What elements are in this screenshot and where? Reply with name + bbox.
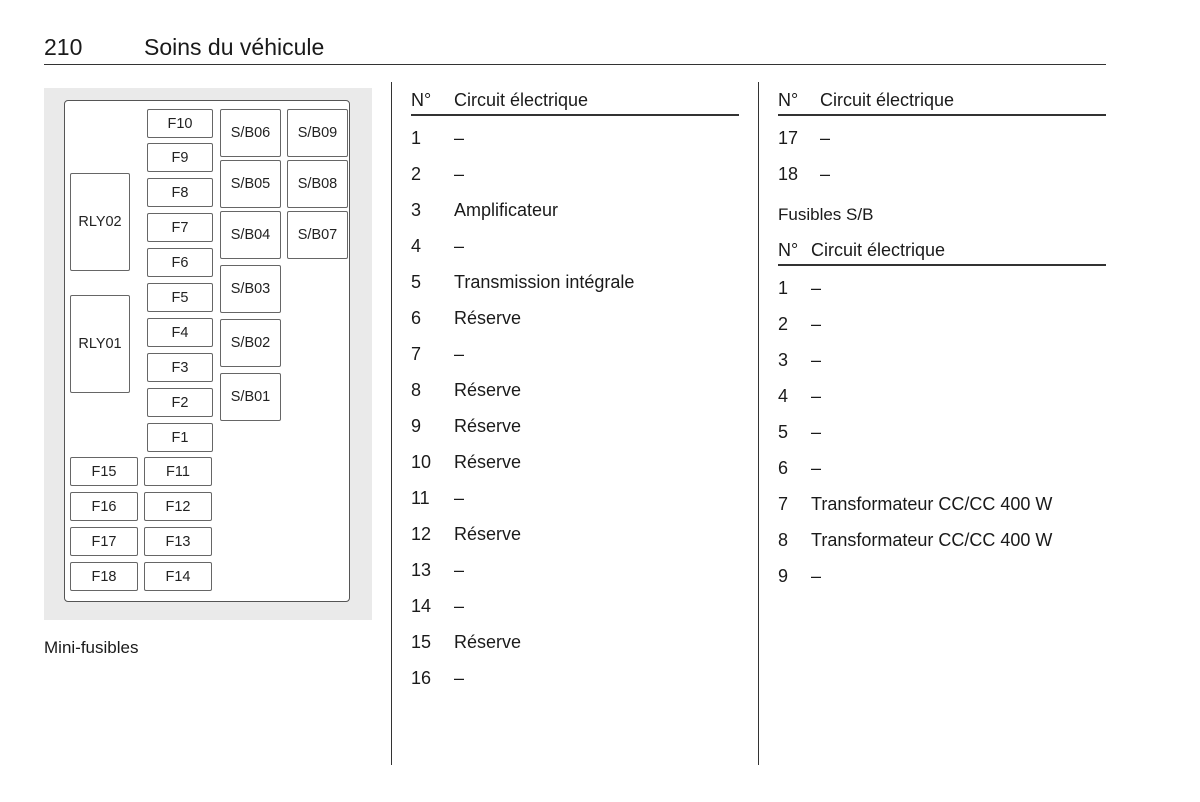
fuse-box-outline	[64, 100, 350, 602]
fuse-number: 8	[411, 379, 422, 400]
fuse-cell: F16	[70, 492, 138, 521]
fuse-cell: S/B05	[220, 160, 281, 208]
fuse-number: 5	[778, 421, 789, 442]
table-row	[411, 300, 739, 336]
circuit-description: –	[454, 595, 465, 616]
table-row	[411, 588, 739, 624]
table-row	[778, 486, 1106, 522]
fuse-cell: S/B04	[220, 211, 281, 259]
relay-cell: RLY02	[70, 173, 130, 271]
fuse-box-diagram	[44, 88, 372, 620]
circuit-description: –	[820, 163, 831, 184]
table-row	[411, 192, 739, 228]
column-header-number: N°	[778, 239, 799, 260]
fuse-cell: F2	[147, 388, 213, 417]
fuse-cell: F4	[147, 318, 213, 347]
fuse-cell: F9	[147, 143, 213, 172]
table-row	[411, 336, 739, 372]
column-header-number: N°	[411, 89, 432, 110]
fuse-number: 14	[411, 595, 432, 616]
table-row	[778, 522, 1106, 558]
table-row	[778, 120, 1106, 156]
fuse-number: 2	[411, 163, 422, 184]
circuit-description: Réserve	[454, 523, 522, 544]
fuse-number: 3	[778, 349, 789, 370]
circuit-description: –	[811, 277, 822, 298]
fuse-number: 18	[778, 163, 799, 184]
fuse-number: 11	[411, 487, 430, 508]
column-divider	[391, 82, 392, 765]
page-number: 210	[44, 34, 83, 60]
fuse-number: 6	[778, 457, 789, 478]
table-row	[411, 480, 739, 516]
fuse-cell: F12	[144, 492, 212, 521]
circuit-description: Transformateur CC/CC 400 W	[811, 529, 1053, 550]
circuit-description: –	[454, 127, 465, 148]
fuse-cell: F11	[144, 457, 212, 486]
table-row	[411, 372, 739, 408]
table-row	[411, 552, 739, 588]
table-row	[411, 228, 739, 264]
fuse-cell: F10	[147, 109, 213, 138]
table-row	[411, 444, 739, 480]
circuit-description: Réserve	[454, 451, 522, 472]
column-header-circuit: Circuit électrique	[811, 239, 946, 260]
fuse-number: 13	[411, 559, 432, 580]
fuse-cell: F14	[144, 562, 212, 591]
relay-cell: RLY01	[70, 295, 130, 393]
fuse-cell: F18	[70, 562, 138, 591]
fuse-cell: S/B09	[287, 109, 348, 157]
fuse-number: 10	[411, 451, 432, 472]
circuit-description: –	[454, 163, 465, 184]
table-row	[411, 156, 739, 192]
fuse-number: 8	[778, 529, 789, 550]
circuit-description: Transmission intégrale	[454, 271, 635, 292]
table-row	[778, 378, 1106, 414]
table-header	[411, 86, 739, 116]
fuse-cell: F1	[147, 423, 213, 452]
circuit-description: –	[454, 487, 465, 508]
table-row	[411, 264, 739, 300]
circuit-description: –	[811, 349, 822, 370]
fuse-number: 5	[411, 271, 422, 292]
fuse-cell: F13	[144, 527, 212, 556]
circuit-description: Réserve	[454, 415, 522, 436]
fuse-cell: F7	[147, 213, 213, 242]
fuse-number: 1	[411, 127, 422, 148]
fuse-number: 4	[778, 385, 789, 406]
page-header	[44, 34, 1106, 65]
fuse-number: 4	[411, 235, 422, 256]
table-row	[778, 342, 1106, 378]
fuse-number: 9	[411, 415, 422, 436]
circuit-description: –	[811, 457, 822, 478]
fuse-cell: S/B08	[287, 160, 348, 208]
circuit-description: Amplificateur	[454, 199, 559, 220]
fuse-cell: F17	[70, 527, 138, 556]
table-header	[778, 86, 1106, 116]
circuit-description: –	[811, 313, 822, 334]
table-row	[778, 306, 1106, 342]
fuse-cell: S/B07	[287, 211, 348, 259]
table-header	[778, 236, 1106, 266]
circuit-description: Transformateur CC/CC 400 W	[811, 493, 1053, 514]
diagram-caption: Mini-fusibles	[44, 638, 139, 657]
fuse-number: 1	[778, 277, 789, 298]
column-header-circuit: Circuit électrique	[454, 89, 589, 110]
table-row	[411, 120, 739, 156]
table-row	[778, 156, 1106, 192]
fuse-number: 7	[411, 343, 422, 364]
page-title: Soins du véhicule	[144, 34, 325, 60]
table-row	[778, 270, 1106, 306]
fuse-cell: F3	[147, 353, 213, 382]
fuse-cell: F5	[147, 283, 213, 312]
circuit-description: –	[811, 421, 822, 442]
fuse-cell: S/B03	[220, 265, 281, 313]
circuit-description: –	[811, 565, 822, 586]
circuit-description: –	[454, 235, 465, 256]
fuse-table-sb	[778, 236, 1106, 594]
column-divider	[758, 82, 759, 765]
table-row	[778, 558, 1106, 594]
table-row	[411, 660, 739, 696]
fuse-table-continued	[778, 86, 1106, 192]
circuit-description: Réserve	[454, 307, 522, 328]
fuse-number: 3	[411, 199, 422, 220]
fuse-number: 16	[411, 667, 432, 688]
circuit-description: Réserve	[454, 631, 522, 652]
fuse-number: 2	[778, 313, 789, 334]
fuse-number: 7	[778, 493, 789, 514]
circuit-description: –	[811, 385, 822, 406]
fuse-cell: F8	[147, 178, 213, 207]
fuse-cell: S/B01	[220, 373, 281, 421]
fuse-number: 9	[778, 565, 789, 586]
fuse-cell: F15	[70, 457, 138, 486]
fuse-cell: F6	[147, 248, 213, 277]
column-header-circuit: Circuit électrique	[820, 89, 955, 110]
table-row	[411, 624, 739, 660]
section-title: Fusibles S/B	[778, 205, 874, 224]
circuit-description: –	[454, 343, 465, 364]
fuse-table-main	[411, 86, 739, 696]
column-header-number: N°	[778, 89, 799, 110]
table-row	[778, 450, 1106, 486]
fuse-cell: S/B02	[220, 319, 281, 367]
circuit-description: –	[454, 667, 465, 688]
table-row	[411, 516, 739, 552]
circuit-description: Réserve	[454, 379, 522, 400]
fuse-number: 15	[411, 631, 432, 652]
fuse-number: 17	[778, 127, 799, 148]
table-row	[778, 414, 1106, 450]
fuse-number: 6	[411, 307, 422, 328]
fuse-number: 12	[411, 523, 432, 544]
circuit-description: –	[454, 559, 465, 580]
circuit-description: –	[820, 127, 831, 148]
fuse-cell: S/B06	[220, 109, 281, 157]
table-row	[411, 408, 739, 444]
